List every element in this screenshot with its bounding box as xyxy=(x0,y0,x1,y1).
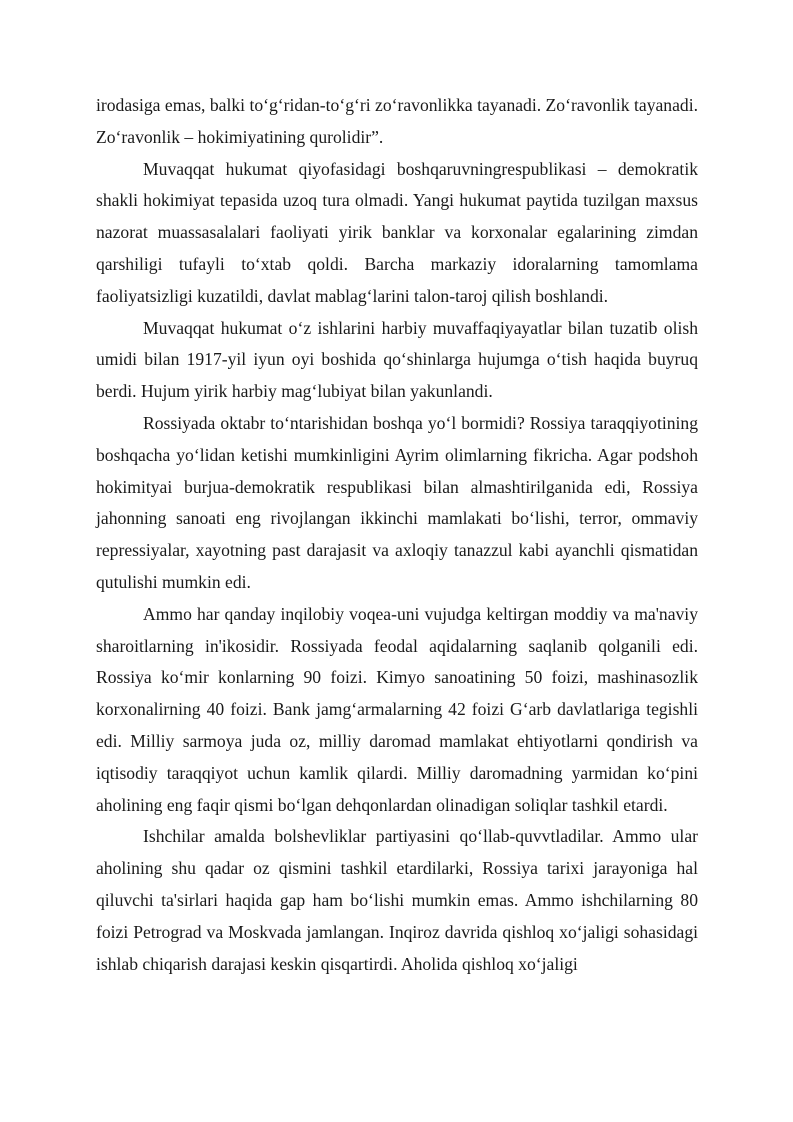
document-page xyxy=(96,90,698,980)
paragraph-economic-conditions: Ammo har qanday inqilobiy voqea-uni vujudga keltirgan moddiy va ma'naviy sharoitlarning in'ikosidir. Rossiyada feodal aqidalarning saqlanib qolganili edi. Rossiya ko‘mir konlarning 90 foizi. Kimyo sanoatining 50 foizi, mashinasozlik korxonalirning 40 foizi. Bank jamg‘armalarning 42 foizi G‘arb davlatlariga tegishli edi. Milliy sarmoya juda oz, milliy daromad mamlakat ehtiyotlarni qondirish va iqtisodiy taraqqiyot uchun kamlik qilardi. Milliy daromadning yarmidan ko‘pini aholining eng faqir qismi bo‘lgan dehqonlardan olinadigan soliqlar tashkil etardi. xyxy=(96,603,698,815)
paragraph-alternative-path: Rossiyada oktabr to‘ntarishidan boshqa yo‘l bormidi? Rossiya taraqqiyotining boshqacha yo‘lidan ketishi mumkinligini Ayrim olimlarning fikricha. Agar podshoh hokimityai burjua-demokratik respublikasi bilan almashtirilganida edi, Rossiya jahonning sanoati eng rivojlangan ikkinchi mamlakati bo‘lishi, terror, ommaviy repressiyalar, xayotning past darajasit va axloqiy tanazzul kabi ayanchli qismatidan qutulishi mumkin edi. xyxy=(96,412,698,592)
paragraph-military-offensive: Muvaqqat hukumat o‘z ishlarini harbiy muvaffaqiyayatlar bilan tuzatib olish umidi bilan 1917-yil iyun oyi boshida qo‘shinlarga hujumga o‘tish haqida buyruq berdi. Hujum yirik harbiy mag‘lubiyat bilan yakunlandi. xyxy=(96,317,698,402)
paragraph-provisional-government: Muvaqqat hukumat qiyofasidagi boshqaruvningrespublikasi – demokratik shakli hokimiyat tepasida uzoq tura olmadi. Yangi hukumat paytida tuzilgan maxsus nazorat muassasalalari faoliyati yirik banklar va korxonalar egalarining zimdan qarshiligi tufayli to‘xtab qoldi. Barcha markaziy idoralarning tamomlama faoliyatsizligi kuzatildi, davlat mablag‘larini talon-taroj qilish boshlandi. xyxy=(96,158,698,306)
paragraph-continuation: irodasiga emas, balki to‘g‘ridan-to‘g‘ri zo‘ravonlikka tayanadi. Zo‘ravonlik tayanadi. Zo‘ravonlik – hokimiyatining qurolidir”. xyxy=(96,95,698,147)
paragraph-workers: Ishchilar amalda bolshevliklar partiyasini qo‘llab-quvvtladilar. Ammo ular aholining shu qadar oz qismini tashkil etardilarki, Rossiya tarixi jarayoniga hal qiluvchi ta'sirlari haqida gap ham bo‘lishi mumkin emas. Ammo ishchilarning 80 foizi Petrograd va Moskvada jamlangan. Inqiroz davrida qishloq xo‘jaligi sohasidagi ishlab chiqarish darajasi keskin qisqartirdi. Aholida qishloq xo‘jaligi xyxy=(96,826,698,974)
